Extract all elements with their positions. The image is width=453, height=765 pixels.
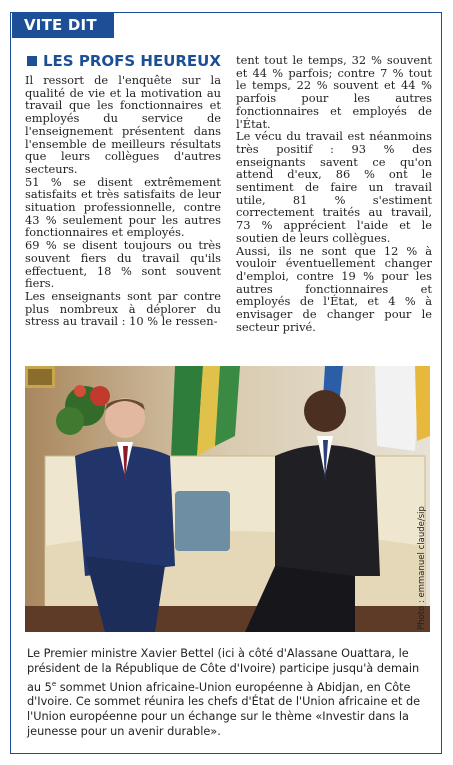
photo-credit: Photo : emmanuel claude/sip (417, 506, 427, 630)
caption-superscript: e (51, 679, 57, 688)
square-bullet-icon (27, 56, 37, 66)
paragraph: 69 % se disent toujours ou très souvent fiers du travail qu'ils effectuent, 18 % sont souvent fiers. (25, 238, 221, 291)
headline-text: LES PROFS HEUREUX (43, 52, 221, 70)
section-header: VITE DIT (12, 13, 114, 38)
photo-illustration (25, 366, 430, 632)
article-headline (27, 52, 221, 70)
caption-text: Le Premier ministre Xavier Bettel (ici à côté d'Alassane Ouattara, le président de la République de Côte d'Ivoire) participe jusqu'à demain au 5 (27, 647, 420, 694)
text-column-right (236, 54, 432, 333)
paragraph: 51 % se disent extrêmement satisfaits et très satisfaits de leur situation professionnelle, contre 43 % seulement pour les autres fonctionnaires et employés. (25, 174, 221, 240)
paragraph: Aussi, ils ne sont que 12 % à vouloir éventuellement changer d'emploi, contre 19 % pour les autres fonctionnaires et employés de l'État, et 4 % à envisager de changer pour le secteur privé. (236, 243, 432, 334)
news-photo (25, 366, 430, 632)
paragraph: tent tout le temps, 32 % souvent et 44 % parfois; contre 7 % tout le temps, 22 % souvent et 44 % parfois pour les autres fonctionnaires et employés de l'État. (236, 53, 432, 131)
paragraph: Le vécu du travail est néanmoins très positif : 93 % des enseignants savent ce qu'on attend d'eux, 86 % ont le sentiment de faire un travail utile, 81 % s'estiment correctement traités au travail, 73 % apprécient l'aide et le soutien de leurs collègues. (236, 129, 432, 245)
caption-text: sommet Union africaine-Union européenne à Abidjan, en Côte d'Ivoire. Ce sommet réunira les chefs d'État de l'Union africaine et de l'Union européenne pour un échange sur le thème «Investir dans la jeunesse pour un avenir durable». (27, 680, 421, 739)
paragraph: Les enseignants sont par contre plus nombreux à déplorer du stress au travail : 10 % le ressen- (25, 288, 221, 329)
text-column-left (25, 74, 221, 328)
paragraph: Il ressort de l'enquête sur la qualité de vie et la motivation au travail que les fonctionnaires et employés du service de l'enseignement présentent dans l'ensemble de meilleurs résultats que leurs collègues d'autres secteurs. (25, 73, 221, 176)
photo-caption (27, 647, 427, 740)
